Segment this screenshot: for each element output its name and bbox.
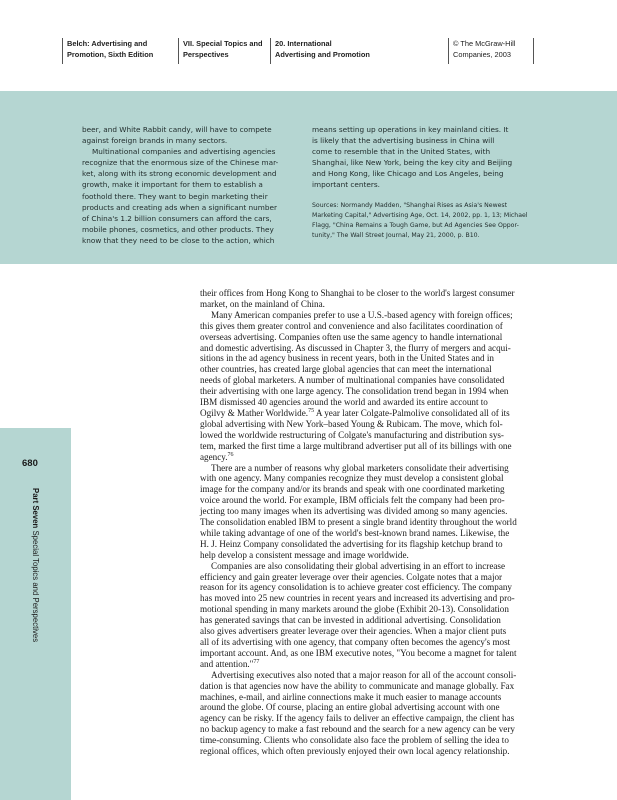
header-part bbox=[178, 38, 269, 64]
text-line: market, on the mainland of China. bbox=[200, 298, 325, 309]
text-line: know that they need to be close to the action, which bbox=[82, 235, 275, 245]
text-line bbox=[200, 452, 528, 463]
text-line: important account. And, as one IBM executive notes, "You become a magnet for talent bbox=[200, 647, 517, 658]
text-line: motional spending in many markets around the globe (Exhibit 20-13). Consolidation bbox=[200, 604, 509, 615]
text-line: agency can be risky. If the agency fails to deliver an effective campaign, the client has bbox=[200, 713, 515, 724]
text-line: and domestic advertising. As discussed in Chapter 3, the flurry of mergers and acqui- bbox=[200, 342, 511, 353]
text-line: important centers. bbox=[312, 180, 380, 190]
text-line: come to resemble that in the United States, with bbox=[312, 147, 491, 157]
text-line: lowed the worldwide restructuring of Colgate's manufacturing and distribution sys- bbox=[200, 429, 504, 440]
text-line: jecting too many images when its advertising was divided among so many agencies. bbox=[200, 506, 508, 517]
footnote-ref: 75 bbox=[308, 407, 315, 414]
header-authors bbox=[62, 38, 177, 64]
header-chapter-line: 20. International bbox=[275, 39, 332, 48]
text-line: is likely that the advertising business in China will bbox=[312, 136, 495, 146]
feature-box-left-column bbox=[82, 124, 278, 246]
header-copyright-line: © The McGraw-Hill bbox=[453, 39, 516, 48]
text-line: dation is that agencies now have the ability to communicate and manage globally. Fax bbox=[200, 680, 515, 691]
text-line: regional offices, which often previously enjoyed their own local agency relationship. bbox=[200, 746, 510, 757]
source-line: tunity," The Wall Street Journal, May 21, 2000, p. B10. bbox=[312, 232, 480, 240]
text-line: image for the company and/or its brands and speak with one coordinated marketing bbox=[200, 484, 505, 495]
part-title-vertical bbox=[31, 488, 40, 642]
source-line: Marketing Capital," Advertising Age, Oct. 14, 2002, pp. 1, 13; Michael bbox=[312, 211, 528, 219]
feature-box bbox=[0, 91, 617, 264]
text-line: no backup agency to make a fast rebound and the search for a new agency can be very bbox=[200, 724, 515, 735]
text-line: The consolidation enabled IBM to present a single brand identity throughout the world bbox=[200, 517, 517, 528]
text-line: help develop a consistent message and image worldwide. bbox=[200, 549, 409, 560]
text-line: voice around the world. For example, IBM officials felt the company had been pro- bbox=[200, 495, 505, 506]
text-line: time-consuming. Clients who consolidate also face the problem of selling the idea to bbox=[200, 735, 509, 746]
text-line: this gives them greater control and convenience and also facilitates coordination of bbox=[200, 320, 503, 331]
text-line: growth, make it important for them to establish a bbox=[82, 180, 263, 190]
footnote-ref: 77 bbox=[253, 658, 260, 665]
text-line: machines, e-mail, and airline connections make it much easier to manage accounts bbox=[200, 691, 502, 702]
text-line: sitions in the ad agency business in recent years, both in the United States and in bbox=[200, 353, 494, 364]
text-line: mobile phones, cosmetics, and other products. They bbox=[82, 224, 274, 234]
text-line: Advertising executives also noted that a major reason for all of the account consoli- bbox=[211, 669, 517, 680]
header-chapter bbox=[270, 38, 447, 64]
header-authors-line: Promotion, Sixth Edition bbox=[67, 50, 154, 59]
text-line: overseas advertising. Companies often use the same agency to handle international bbox=[200, 331, 503, 342]
footnote-ref: 76 bbox=[227, 451, 234, 458]
feature-box-right-column bbox=[312, 124, 528, 241]
page-number: 680 bbox=[22, 458, 38, 469]
text-run: Ogilvy & Mather Worldwide. bbox=[200, 407, 309, 418]
text-run: A year later Colgate-Palmolive consolidated all of its bbox=[314, 407, 510, 418]
header-chapter-line: Advertising and Promotion bbox=[275, 50, 370, 59]
text-line: Companies are also consolidating their global advertising in an effort to increase bbox=[211, 560, 506, 571]
text-line: global advertising with New York–based Young & Rubicam. The move, which fol- bbox=[200, 418, 503, 429]
text-line: their advertising with one large agency. The consolidation trend began in 1994 when bbox=[200, 386, 509, 397]
text-line: of China's 1.2 billion consumers can afford the cars, bbox=[82, 213, 272, 223]
text-line: all of its advertising with one agency, that company often becomes the agency's most bbox=[200, 637, 511, 647]
text-line: efficiency and gain greater leverage over their agencies. Colgate notes that a major bbox=[200, 571, 503, 582]
text-line bbox=[200, 408, 528, 419]
header-copyright-line: Companies, 2003 bbox=[453, 50, 511, 59]
text-line: H. J. Heinz Company consolidated the advertising for its flagship ketchup brand to bbox=[200, 538, 503, 549]
text-line: tem, marked the first time a large multibrand advertiser put all of its billings with one bbox=[200, 440, 512, 451]
source-line: Flagg, "China Remains a Tough Game, but Ad Agencies See Oppor- bbox=[312, 221, 519, 229]
text-line: and Hong Kong, like Chicago and Los Angeles, being bbox=[312, 169, 504, 179]
text-line: while taking advantage of one of the world's best-known brand names. Likewise, the bbox=[200, 527, 510, 538]
text-line: other countries, has created large global agencies that can meet the international bbox=[200, 364, 492, 375]
text-line: also gives advertisers greater leverage over their agencies. When a major client puts bbox=[200, 626, 507, 637]
paragraph bbox=[200, 288, 528, 310]
text-line bbox=[200, 659, 528, 670]
body-text bbox=[200, 288, 528, 757]
text-run: and attention." bbox=[200, 658, 254, 669]
text-line: recognize that the enormous size of the Chinese mar- bbox=[82, 158, 279, 168]
text-line: around the globe. Of course, placing an entire global advertising account with one bbox=[200, 702, 500, 713]
paragraph bbox=[200, 310, 528, 463]
part-title: Special Topics and Perspectives bbox=[31, 530, 40, 643]
source-line: Sources: Normandy Madden, "Shanghai Rises as Asia's Newest bbox=[312, 201, 508, 209]
header-part-line: VII. Special Topics and bbox=[183, 39, 263, 48]
text-line: ket, along with its strong economic development and bbox=[82, 169, 277, 179]
text-line: products and creating ads when a significant number bbox=[82, 202, 278, 212]
text-run: agency. bbox=[200, 451, 228, 462]
running-header bbox=[62, 38, 532, 64]
text-line: against foreign brands in many sectors. bbox=[82, 136, 228, 146]
paragraph bbox=[200, 561, 528, 670]
text-line: beer, and White Rabbit candy, will have to compete bbox=[82, 125, 272, 134]
text-line: Shanghai, like New York, being the key city and Beijing bbox=[312, 158, 513, 168]
text-line: reason for its agency consolidation is to achieve greater cost efficiency. The company bbox=[200, 582, 512, 593]
part-label: Part Seven bbox=[31, 488, 40, 529]
text-line: has moved into 25 new countries in recent years and increased its advertising and pro- bbox=[200, 593, 515, 604]
feature-box-sources bbox=[312, 201, 528, 242]
text-line: Many American companies prefer to use a U.S.-based agency with foreign offices; bbox=[211, 309, 513, 320]
header-part-line: Perspectives bbox=[183, 50, 229, 59]
text-line: There are a number of reasons why global marketers consolidate their advertising bbox=[211, 462, 509, 473]
text-line: with one agency. Many companies recognize they must develop a consistent global bbox=[200, 473, 504, 484]
text-line: their offices from Hong Kong to Shanghai to be closer to the world's largest consumer bbox=[200, 288, 515, 298]
text-line: IBM dismissed 40 agencies around the world and awarded its entire account to bbox=[200, 397, 488, 408]
paragraph bbox=[200, 670, 528, 757]
text-line: has generated savings that can be invested in additional advertising. Consolidation bbox=[200, 615, 501, 626]
header-authors-line: Belch: Advertising and bbox=[67, 39, 148, 48]
text-line: foothold there. They want to begin marketing their bbox=[82, 191, 268, 201]
text-line: means setting up operations in key mainland cities. It bbox=[312, 125, 509, 134]
header-copyright bbox=[448, 38, 534, 64]
text-line: needs of global marketers. A number of multinational companies have consolidated bbox=[200, 375, 505, 386]
text-line: Multinational companies and advertising agencies bbox=[92, 147, 276, 157]
paragraph bbox=[200, 463, 528, 561]
